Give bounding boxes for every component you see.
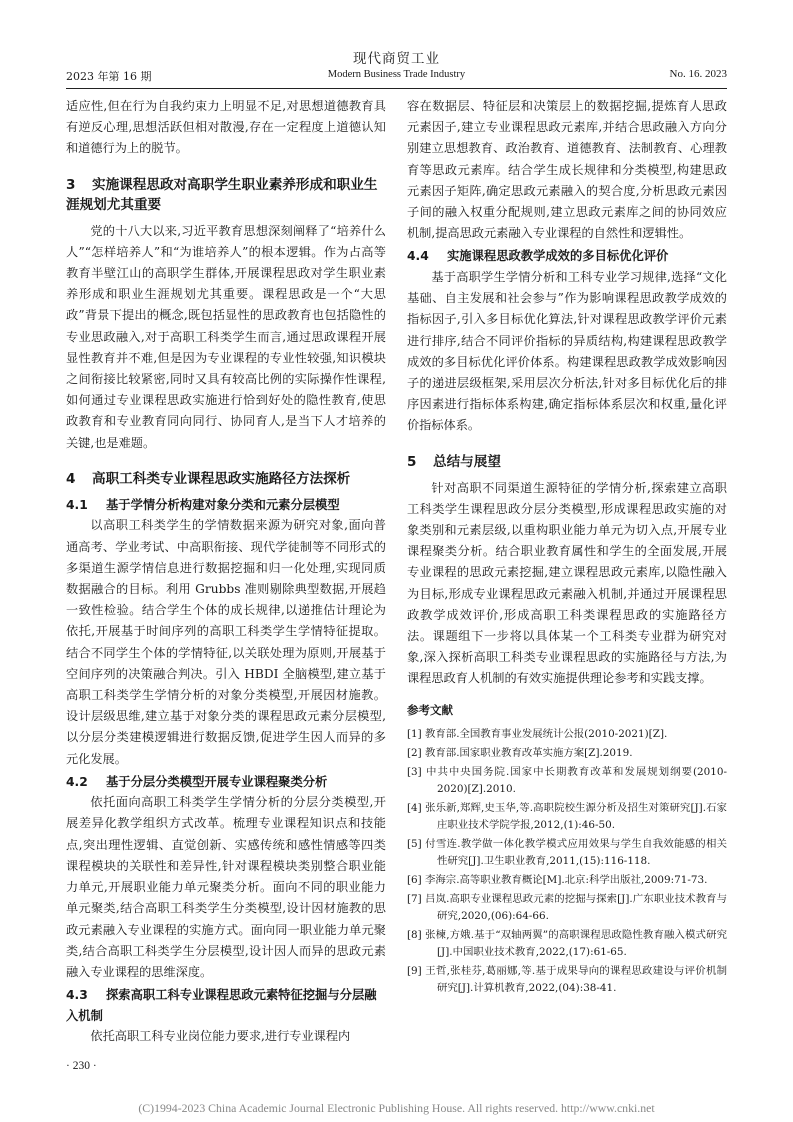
subsection-number: 4.2 (66, 774, 88, 789)
reference-item: [7] 吕岚.高职专业课程思政元素的挖掘与探索[J].广东职业技术教育与研究,2020,(06):64-66. (407, 892, 727, 922)
right-column (407, 96, 727, 999)
issue-en: No. 16. 2023 (669, 68, 727, 80)
paragraph: 容在数据层、特征层和决策层上的数据挖掘,提炼育人思政元素因子,建立专业课程思政元素库,并结合思政融入方向分别建立思想教育、政治教育、道德教育、法制教育、心理教育等思政元素库。结合学生成长规律和分类模型,构建思政元素因子矩阵,确定思政元素融入的契合度,分析思政元素因子间的融入权重分配规则,建立思政元素库之间的协同效应机制,提高思政元素融入专业课程的自然性和逻辑性。 (407, 99, 727, 241)
subsection-title: 基于分层分类模型开展专业课程聚类分析 (106, 774, 328, 789)
reference-item: [6] 李海宗.高等职业教育概论[M].北京:科学出版社,2009:71-73. (407, 873, 708, 886)
subsection-title: 基于学情分析构建对象分类和元素分层模型 (106, 497, 340, 512)
reference-item: [5] 付雪连.教学做一体化教学模式应用效果与学生自我效能感的相关性研究[J].卫生职业教育,2011,(15):116-118. (407, 837, 727, 867)
reference-item: [8] 张楝,方娥.基于“双轴两翼”的高职课程思政隐性教育融入模式研究[J].中国职业技术教育,2022,(17):61-65. (407, 928, 727, 958)
paragraph: 针对高职不同渠道生源特征的学情分析,探索建立高职工科类学生课程思政分层分类模型,形成课程思政实施的对象类别和元素层级,以重构职业能力单元为切入点,开展专业课程聚类分析。结合职业教育属性和学生的全面发展,开展专业课程的思政元素挖掘,建立课程思政元素库,以隐性融入为目标,形成专业课程思政元素融入机制,并通过开展课程思政教学成效评价,形成高职工科类课程思政的实施路径方法。课题组下一步将以具体某一个工科类专业群为研究对象,深入探析高职工科类专业课程思政的实施路径与方法,为课程思政育人机制的有效实施提供理论参考和实践支撑。 (407, 480, 727, 686)
section-title: 总结与展望 (433, 453, 501, 470)
copyright-notice: (C)1994-2023 China Academic Journal Electronic Publishing House. All rights reserved. http://www.cnki.net (138, 1101, 655, 1115)
header-rule (66, 88, 727, 89)
left-column (66, 96, 386, 1047)
subsection-heading-4-2 (66, 772, 386, 793)
subsection-heading-4-3 (66, 985, 386, 1026)
section-heading-4 (66, 469, 386, 489)
subsection-title: 实施课程思政教学成效的多目标优化评价 (447, 249, 669, 264)
subsection-number: 4.3 (66, 988, 88, 1003)
subsection-number: 4.4 (407, 249, 429, 264)
journal-en: Modern Business Trade Industry (327, 69, 466, 80)
reference-item: [2] 教育部.国家职业教育改革实施方案[Z].2019. (407, 746, 633, 759)
reference-item: [9] 王哲,张桂芬,葛丽娜,等.基于成果导向的课程思政建设与评价机制研究[J].计算机教育,2022,(04):38-41. (407, 964, 727, 994)
section-title: 高职工科类专业课程思政实施路径方法探析 (92, 470, 351, 487)
paragraph: 依托高职工科专业岗位能力要求,进行专业课程内 (90, 1029, 351, 1044)
paragraph: 基于高职学生学情分析和工科专业学习规律,选择“文化基础、自主发展和社会参与”作为影响课程思政教学成效的指标因子,引入多目标优化算法,针对课程思政教学评价元素进行排序,结合不同评价指标的异质结构,构建课程思政教学成效的多目标优化评价体系。构建课程思政教学成效影响因子的递进层级框架,采用层次分析法,针对多目标优化后的排序因素进行指标体系构建,确定指标体系层次和权重,量化评价指标体系。 (407, 269, 727, 433)
section-title: 实施课程思政对高职学生职业素养形成和职业生涯规划尤其重要 (66, 176, 378, 213)
section-number: 5 (407, 453, 417, 470)
paragraph: 党的十八大以来,习近平教育思想深刻阐释了“培养什么人”“怎样培养人”和“为谁培养人”的根本逻辑。作为占高等教育半壁江山的高职学生群体,开展课程思政对学生职业素养形成和职业生涯规划尤其重要。课程思政是一个“大思政”背景下提出的概念,既包括显性的思政教育也包括隐性的专业思政融入,对于高职工科类学生而言,通过思政课程开展显性教育并不难,但是因为专业课程的专业性较强,知识模块之间衔接比较紧密,同时又具有较高比例的实际操作性课程,如何通过专业课程思政实施进行恰到好处的隐性教育,使思政教育和专业教育同向同行、协同育人,是当下人才培养的关键,也是难题。 (66, 223, 386, 450)
reference-list (407, 726, 727, 997)
reference-item: [4] 张乐新,郑辉,史玉华,等.高职院校生源分析及招生对策研究[J].石家庄职业技术学院学报,2012,(1):46-50. (407, 801, 727, 831)
paragraph: 依托面向高职工科类学生学情分析的分层分类模型,开展差异化教学组织方式改革。梳理专业课程知识点和技能点,突出理性逻辑、直觉创新、实感传统和感性情感等四类课程模块的关联性和差异性,针对课程模块类别整合职业能力单元,开展职业能力单元聚类分析。面向不同的职业能力单元聚类,结合高职工科类学生分类模型,设计因材施教的思政元素融入专业课程的实施方式。面向同一职业能力单元聚类,结合高职工科类学生分层模型,设计因人而异的思政元素融入专业课程的思维深度。 (66, 795, 386, 979)
page-number: · 230 · (66, 1060, 97, 1072)
references-heading: 参考文献 (407, 702, 453, 717)
subsection-number: 4.1 (66, 497, 88, 512)
section-heading-3 (66, 175, 386, 215)
section-number: 3 (66, 176, 76, 193)
paragraph: 以高职工科类学生的学情数据来源为研究对象,面向普通高考、学业考试、中高职衔接、现代学徒制等不同形式的多渠道生源学情信息进行数据挖掘和归一化处理,实现同质数据融合的目标。利用 Grubbs 准则剔除典型数据,开展趋一致性检验。结合学生个体的成长规律,以递推估计理论为依托,开展基于时间序列的高职工科类学生学情特征提取。结合不同学生个体的学情特征,以关联处理为原则,开展基于空间序列的决策融合判决。引入 HBDI 全脑模型,建立基于高职工科类学生学情分析的对象分类模型,开展因材施教。设计层级思维,建立基于对象分类的课程思政元素分层模型,以分层分类建模逻辑进行数据反馈,促进学生因人而异的多元化发展。 (66, 518, 386, 766)
paragraph: 适应性,但在行为自我约束力上明显不足,对思想道德教育具有逆反心理,思想活跃但相对散漫,存在一定程度上道德认知和道德行为上的脱节。 (66, 99, 386, 156)
subsection-title: 探索高职工科专业课程思政元素特征挖掘与分层融入机制 (66, 988, 377, 1023)
subsection-heading-4-4 (407, 246, 727, 267)
subsection-heading-4-1 (66, 495, 386, 516)
reference-item: [1] 教育部.全国教育事业发展统计公报(2010-2021)[Z]. (407, 727, 668, 740)
section-number: 4 (66, 470, 76, 487)
issue-cn: 2023 年第 16 期 (66, 70, 152, 83)
journal-title: 现代商贸工业 (353, 51, 440, 67)
reference-item: [3] 中共中央国务院.国家中长期教育改革和发展规划纲要(2010-2020)[Z].2010. (407, 765, 727, 795)
section-heading-5 (407, 452, 727, 472)
